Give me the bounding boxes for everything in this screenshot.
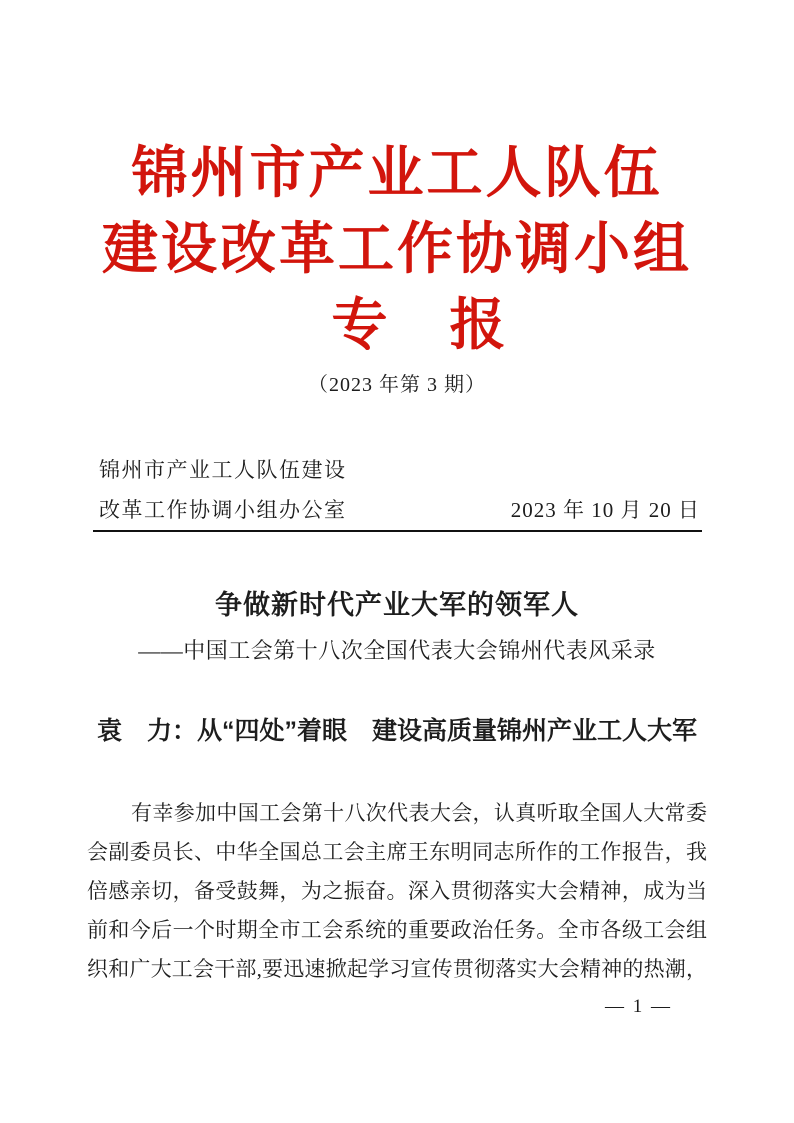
issue-date: 2023 年 10 月 20 日 <box>510 498 700 522</box>
body-paragraph <box>87 794 707 989</box>
section-heading: 袁 力：从“四处”着眼 建设高质量锦州产业工人大军 <box>96 717 697 745</box>
body-line: 前和今后一个时期全市工会系统的重要政治任务。全市各级工会组 <box>87 918 707 942</box>
page-number: — 1 — <box>605 996 672 1017</box>
issuer-name-line-1: 锦州市产业工人队伍建设 <box>99 458 347 482</box>
masthead-title-line-3: 专 报 <box>331 295 509 357</box>
body-line: 倍感亲切，备受鼓舞，为之振奋。深入贯彻落实大会精神，成为当 <box>87 879 707 903</box>
issuer-name-line-2: 改革工作协调小组办公室 <box>99 498 347 522</box>
body-line: 织和广大工会干部,要迅速掀起学习宣传贯彻落实大会精神的热潮， <box>87 957 707 981</box>
issuer-banner <box>93 450 702 532</box>
article-subtitle: ——中国工会第十八次全国代表大会锦州代表风采录 <box>138 638 656 663</box>
issuer-name <box>99 450 347 530</box>
masthead-title-line-1: 锦州市产业工人队伍 <box>131 143 663 205</box>
masthead <box>0 0 794 364</box>
article-headline: 争做新时代产业大军的领军人 <box>215 590 579 620</box>
body-line: 有幸参加中国工会第十八次代表大会，认真听取全国人大常委 <box>131 801 707 825</box>
masthead-title-line-2: 建设改革工作协调小组 <box>102 219 692 281</box>
issue-number-line: （2023 年第 3 期） <box>308 374 486 396</box>
body-line: 会副委员长、中华全国总工会主席王东明同志所作的工作报告，我 <box>87 840 707 864</box>
